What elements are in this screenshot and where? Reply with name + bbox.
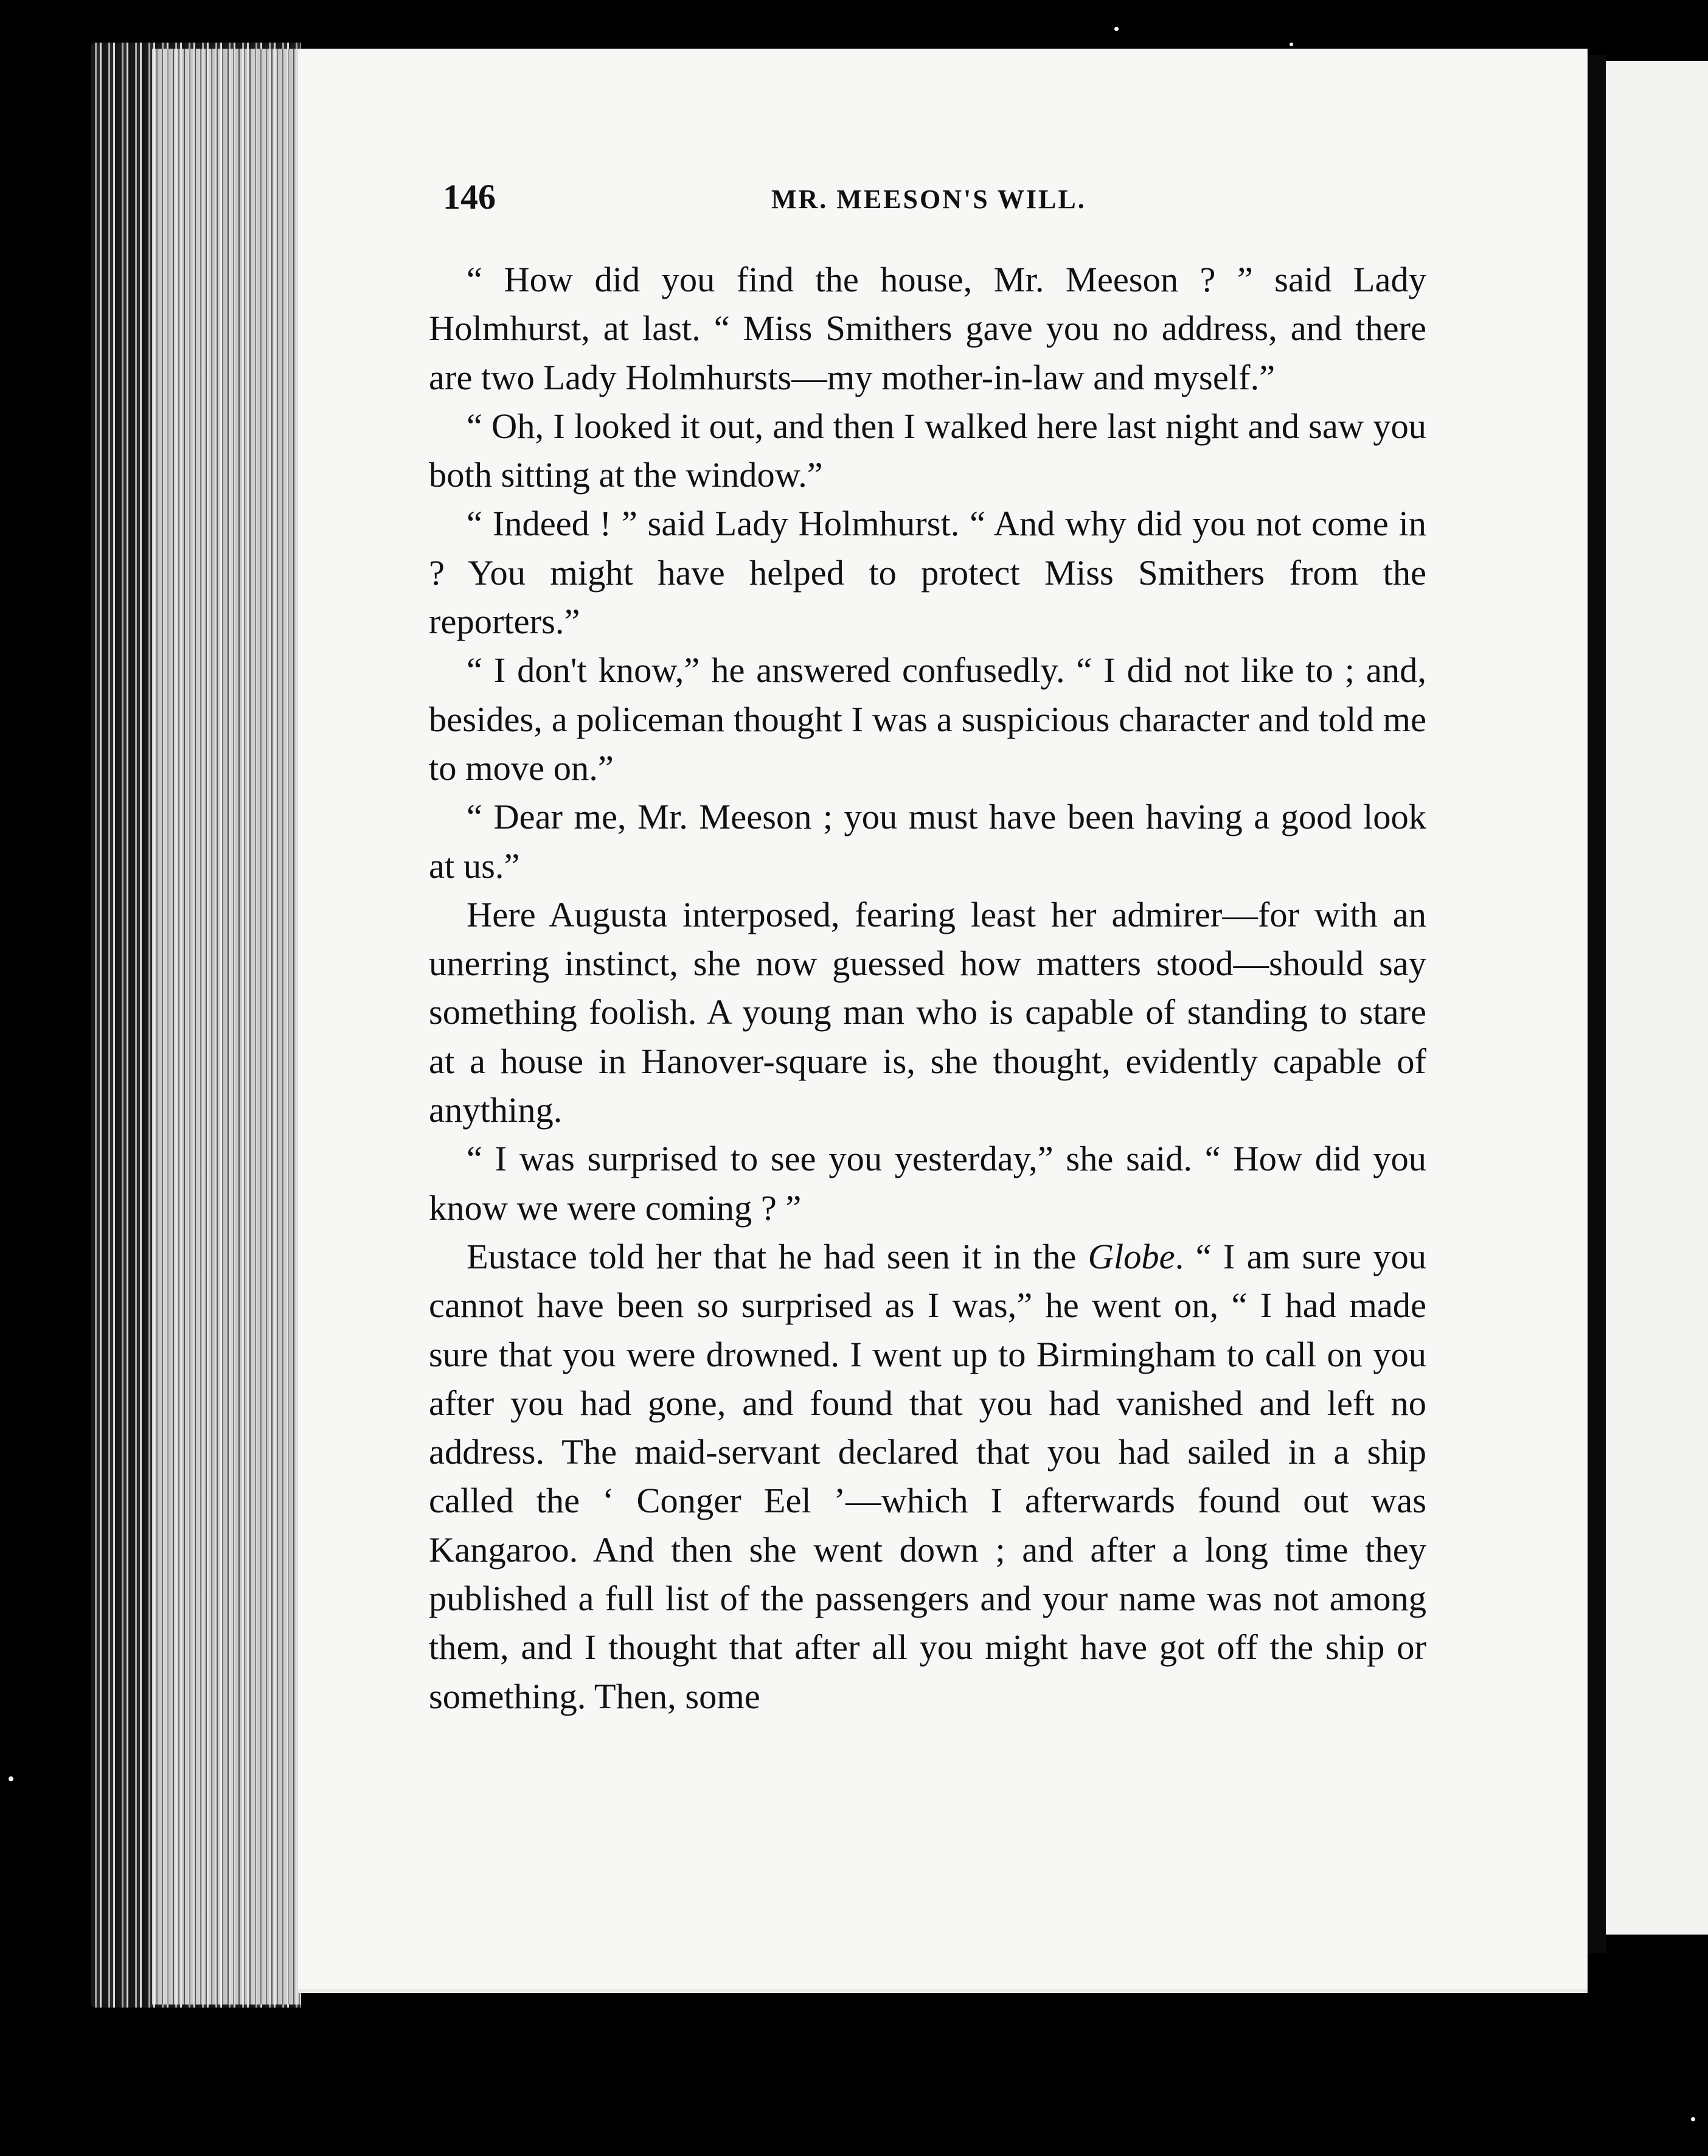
page-body — [429, 256, 1426, 1721]
paragraph: “ Oh, I looked it out, and then I walked here last night and saw you both sitting at the window.” — [429, 406, 1426, 495]
page-number: 146 — [443, 177, 496, 217]
running-title: MR. MEESON'S WILL. — [771, 184, 1086, 214]
scan-speck — [1114, 27, 1119, 31]
scan-speck — [1290, 43, 1293, 46]
paragraph-text: . “ I am sure you cannot have been so surprised as I was,” he went on, “ I had made sure that you were drowned. I went up to Birmingham to call on you after you had gone, and found that you had vanished and left no address. The maid-servant declared that you had sailed in a ship called the ‘ Conger Eel ’—which I afterwards found out was Kangaroo. And then she went down ; and after a long time they published a full list of the passengers and your name was not among them, and I thought that after all you might have got off the ship or something. Then, some — [429, 1236, 1426, 1716]
page-header — [443, 176, 1477, 231]
page-edges-light — [152, 49, 301, 2005]
facing-page — [1606, 61, 1708, 1935]
scan-speck — [1691, 2117, 1695, 2121]
paragraph: “ Dear me, Mr. Meeson ; you must have been having a good look at us.” — [429, 797, 1426, 886]
paragraph: “ I was surprised to see you yesterday,” she said. “ How did you know we were coming ? ” — [429, 1139, 1426, 1228]
paragraph-last — [429, 1233, 1426, 1721]
paragraph: Here Augusta interposed, fearing least her admirer—for with an unerring instinct, she now guessed how matters stood—should say something foolish. A young man who is capable of standing to stare at a house in Hanover-square is, she thought, evidently capable of anything. — [429, 894, 1426, 1130]
paragraph: “ I don't know,” he answered confusedly. “ I did not like to ; and, besides, a policeman thought I was a suspicious character and told me to move on.” — [429, 650, 1426, 788]
scan-speck — [9, 1776, 13, 1781]
paragraph-text: Eustace told her that he had seen it in the — [467, 1236, 1088, 1276]
paragraph: “ How did you find the house, Mr. Meeson ? ” said Lady Holmhurst, at last. “ Miss Smithers gave you no address, and there are two Lady Holmhursts—my mother-in-law and myself.” — [429, 260, 1426, 397]
paragraph: “ Indeed ! ” said Lady Holmhurst. “ And why did you not come in ? You might have helped to protect Miss Smithers from the reporters.” — [429, 504, 1426, 642]
newspaper-title: Globe — [1088, 1236, 1175, 1276]
